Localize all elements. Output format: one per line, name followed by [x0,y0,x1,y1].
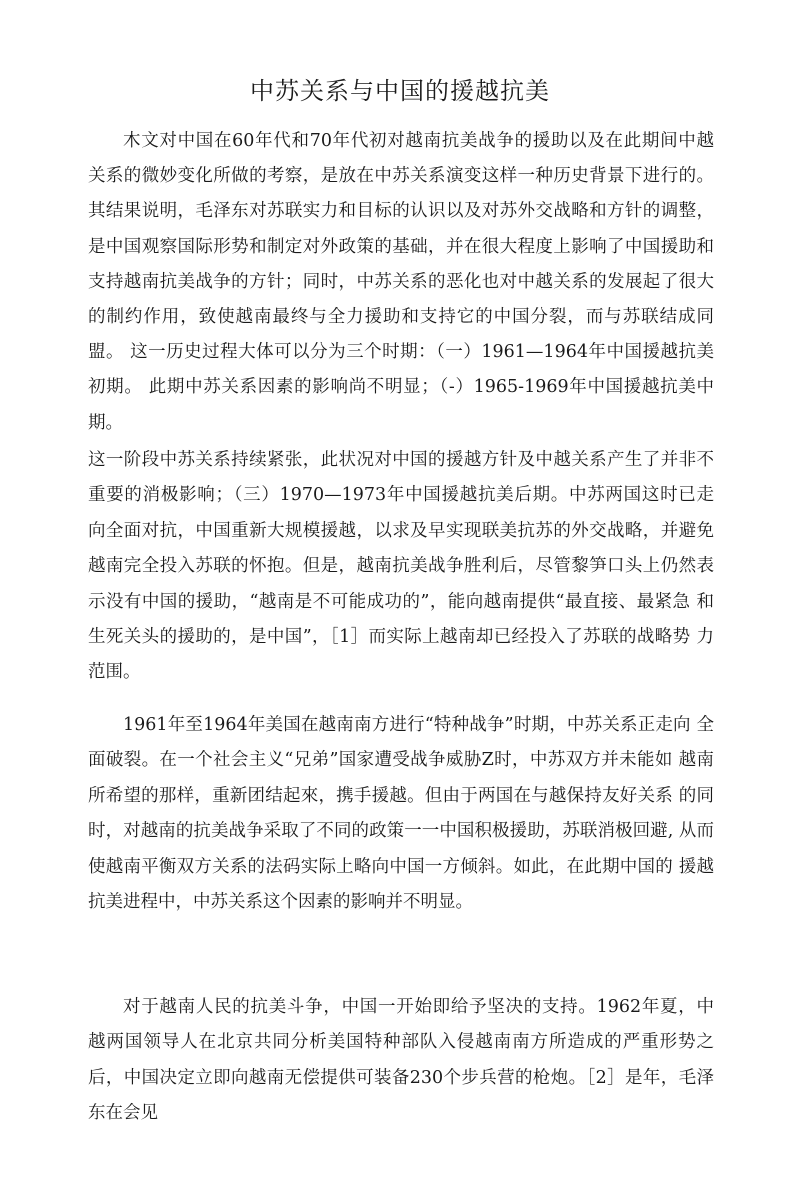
page-title: 中苏关系与中国的援越抗美 [250,77,550,105]
paragraph-1961-1964: 1961年至1964年美国在越南南方进行“特种战争”时期，中苏关系正走向 全面破裂。在一个社会主义“兄弟”国家遭受战争威胁Z时，中苏双方并未能如 越南所希望的那样，重新团结起來，携手援越。但由于两国在与越保持友好关系 的同时，对越南的抗美战争采取了不同的政策一一中国积极援助，苏联消极回避, 从而使越南平衡双方关系的法码实际上略向中国一方倾斜。如此，在此期中国的 援越抗美进程中，中苏关系这个因素的影响并不明显。 [88,715,714,913]
paragraph-intro: 木文对中国在60年代和70年代初对越南抗美战争的援助以及在此期间中越 关系的微妙变化所做的考察，是放在中苏关系演变这样一种历史背景下进行的。 其结果说明，毛泽东对苏联实力和目标的认识以及对苏外交战略和方针的调整， 是中国观察国际形势和制定对外政策的基础，并在很大程度上影响了中国援助和 支持越南抗美战争的方针；同时，中苏关系的恶化也对中越关系的发展起了很大 的制约作用，致使越南最终与全力援助和支持它的中国分裂，而与苏联结成同盟。 这一历史过程大体可以分为三个时期：（一）1961—1964年中国援越抗美初期。 此期中苏关系因素的影响尚不明显；（-）1965-1969年中国援越抗美中期。 [88,131,714,433]
paragraph-support: 对于越南人民的抗美斗争，中国一开始即给予坚决的支持。1962年夏，中 越两国领导人在北京共同分析美国特种部队入侵越南南方所造成的严重形势之 后，中国决定立即向越南无偿提供可装备230个步兵营的枪炮。［2］是年，毛泽 东在会见 [88,997,714,1124]
paragraph-continuation: 这一阶段中苏关系持续紧张，此状况对中国的援越方针及中越关系产生了并非不 重要的消极影响；（三）1970—1973年中国援越抗美后期。中苏两国这时已走 向全面对抗，中国重新大规模援越，以求及早实现联美抗苏的外交战略，并避免 越南完全投入苏联的怀抱。但是，越南抗美战争胜利后，尽管黎笋口头上仍然表 示没有中国的援助，“越南是不可能成功的”，能向越南提供“最直接、最紧急 和生死关头的援助的，是中国”，［1］而实际上越南却已经投入了苏联的战略势 力范围。 [88,450,714,683]
